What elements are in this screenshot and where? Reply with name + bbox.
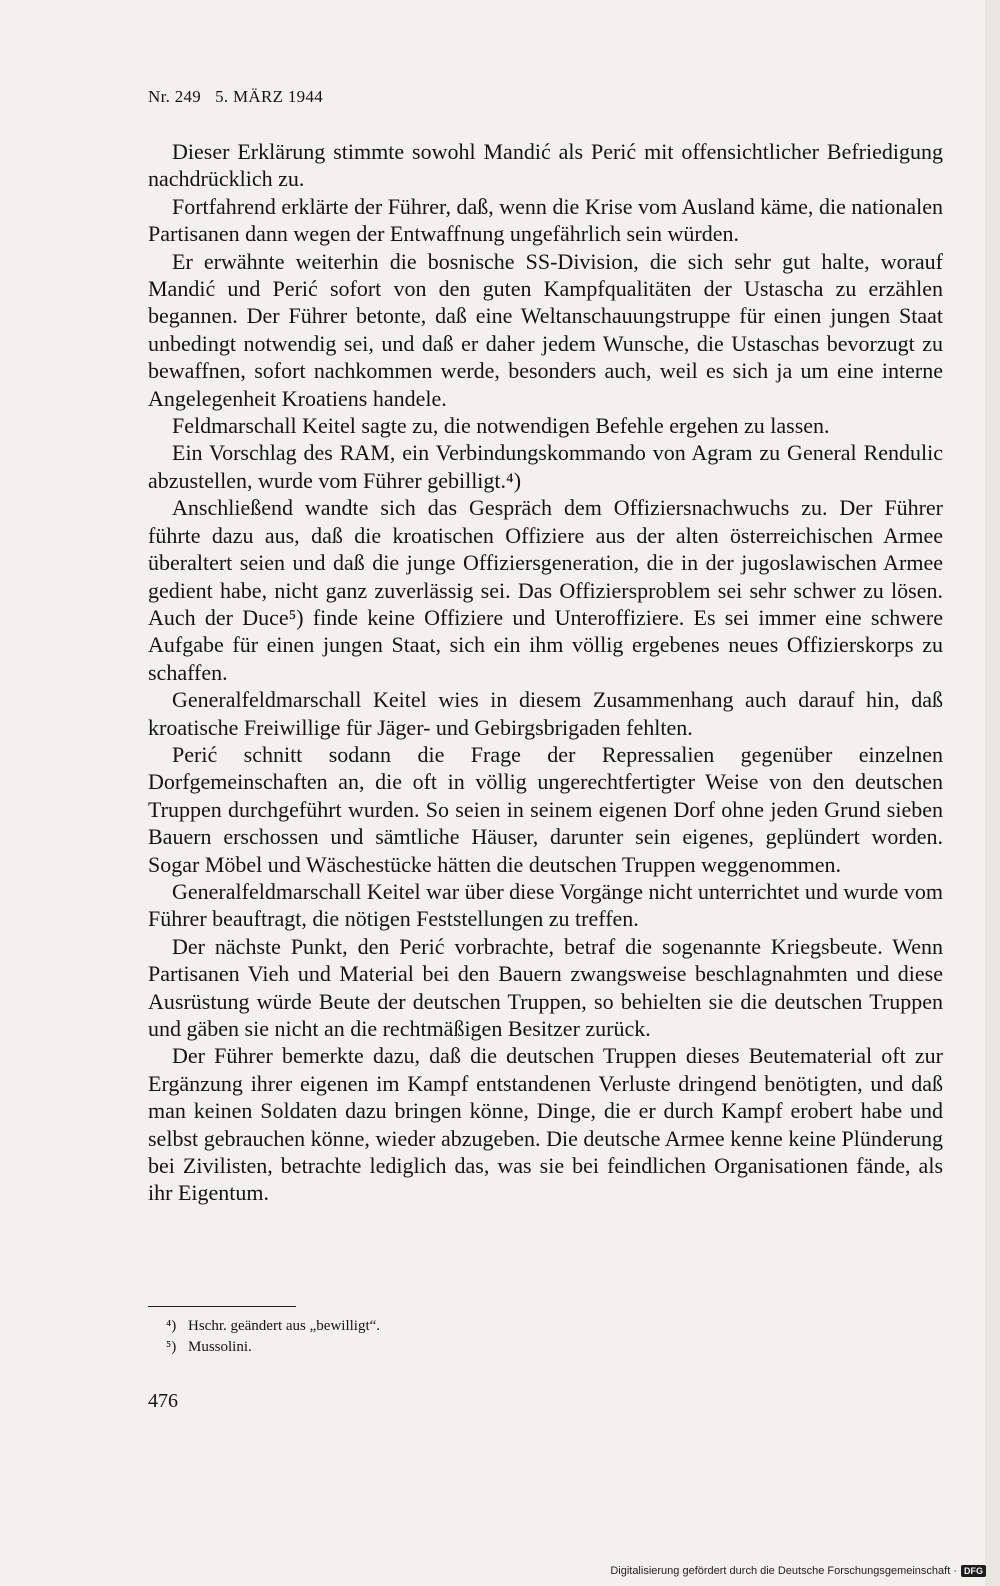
- footnote-mark: ⁵): [166, 1339, 177, 1355]
- page-number: 476: [148, 1390, 178, 1412]
- footnote-divider: [148, 1306, 296, 1307]
- running-header: [148, 87, 323, 107]
- paragraph: Der Führer bemerkte dazu, daß die deutschen Truppen dieses Beutematerial oft zur Ergänzung ihrer eigenen im Kampf entstandenen Verluste dringend benötigten, und daß man keinen Soldaten dazu bringen könne, Dinge, die er durch Kampf erobert habe und selbst gebrauchen könne, wieder abzugeben. Die deutsche Armee kenne keine Plünderung bei Zivilisten, betrachte lediglich das, was sie bei feindlichen Organisationen fände, als ihr Eigentum.: [148, 1043, 943, 1206]
- body-text: [148, 138, 943, 1207]
- paragraph: Ein Vorschlag des RAM, ein Verbindungskommando von Agram zu General Rendulic abzustellen, wurde vom Führer gebilligt.⁴): [148, 440, 943, 493]
- footnote-text: Hschr. geändert aus „bewilligt“.: [188, 1318, 381, 1334]
- paragraph: Generalfeldmarschall Keitel wies in diesem Zusammenhang auch darauf hin, daß kroatische Freiwillige für Jäger- und Gebirgsbrigaden fehlten.: [148, 687, 943, 740]
- dfg-logo: DFG: [961, 1565, 986, 1577]
- footnote: [166, 1316, 380, 1337]
- footnotes: [166, 1316, 380, 1358]
- paragraph: Dieser Erklärung stimmte sowohl Mandić als Perić mit offensichtlicher Befriedigung nachdrücklich zu.: [148, 139, 943, 192]
- paragraph: Feldmarschall Keitel sagte zu, die notwendigen Befehle ergehen zu lassen.: [172, 413, 830, 439]
- document-date: 5. MÄRZ 1944: [215, 87, 324, 106]
- dfg-notice-text: Digitalisierung gefördert durch die Deutsche Forschungsgemeinschaft ·: [610, 1565, 957, 1577]
- paragraph: Anschließend wandte sich das Gespräch dem Offiziersnachwuchs zu. Der Führer führte dazu aus, daß die kroatischen Offiziere aus der alten österreichischen Armee überaltert seien und daß die junge Offiziersgeneration, die in der jugoslawischen Armee gedient habe, nicht ganz zuverlässig sei. Das Offiziersproblem sei sehr schwer zu lösen. Auch der Duce⁵) finde keine Offiziere und Unteroffiziere. Es sei immer eine schwere Aufgabe für einen jungen Staat, sich ein ihm völlig ergebenes neues Offizierskorps zu schaffen.: [148, 495, 943, 685]
- paragraph: Er erwähnte weiterhin die bosnische SS-Division, die sich sehr gut halte, worauf Mandić und Perić sofort von den guten Kampfqualitäten der Ustascha zu erzählen begannen. Der Führer betonte, daß eine Weltanschauungstruppe für einen jungen Staat unbedingt notwendig sei, und daß er daher jedem Wunsche, die Ustaschas bevorzugt zu bewaffnen, sofort nachkommen werde, besonders auch, weil es sich ja um eine interne Angelegenheit Kroatiens handele.: [148, 248, 943, 411]
- digitization-notice: [610, 1565, 986, 1577]
- paragraph: Perić schnitt sodann die Frage der Repressalien gegenüber einzelnen Dorfgemeinschaften an, die oft in völlig ungerechtfertigter Weise von den deutschen Truppen durchgeführt wurden. So seien in seinem eigenen Dorf ohne jeden Grund sieben Bauern erschossen und sämtliche Häuser, darunter sein eigenes, geplündert worden. Sogar Möbel und Wäschestücke hätten die deutschen Truppen weggenommen.: [148, 741, 943, 877]
- paragraph: Der nächste Punkt, den Perić vorbrachte, betraf die sogenannte Kriegsbeute. Wenn Partisanen Vieh und Material bei den Bauern zwangsweise beschlagnahmten und diese Ausrüstung würde Beute der deutschen Truppen, so behielten sie die deutschen Truppen und gäben sie nicht an die rechtmäßigen Besitzer zurück.: [148, 933, 943, 1041]
- paragraph: Generalfeldmarschall Keitel war über diese Vorgänge nicht unterrichtet und wurde vom Führer beauftragt, die nötigen Feststellungen zu treffen.: [148, 878, 943, 932]
- footnote-mark: ⁴): [166, 1318, 177, 1334]
- paragraph: Fortfahrend erklärte der Führer, daß, wenn die Krise vom Ausland käme, die nationalen Partisanen dann wegen der Entwaffnung ungefährlich sein würden.: [148, 193, 943, 247]
- footnote: [166, 1337, 380, 1358]
- document-number: Nr. 249: [148, 87, 202, 106]
- footnote-text: Mussolini.: [188, 1339, 252, 1355]
